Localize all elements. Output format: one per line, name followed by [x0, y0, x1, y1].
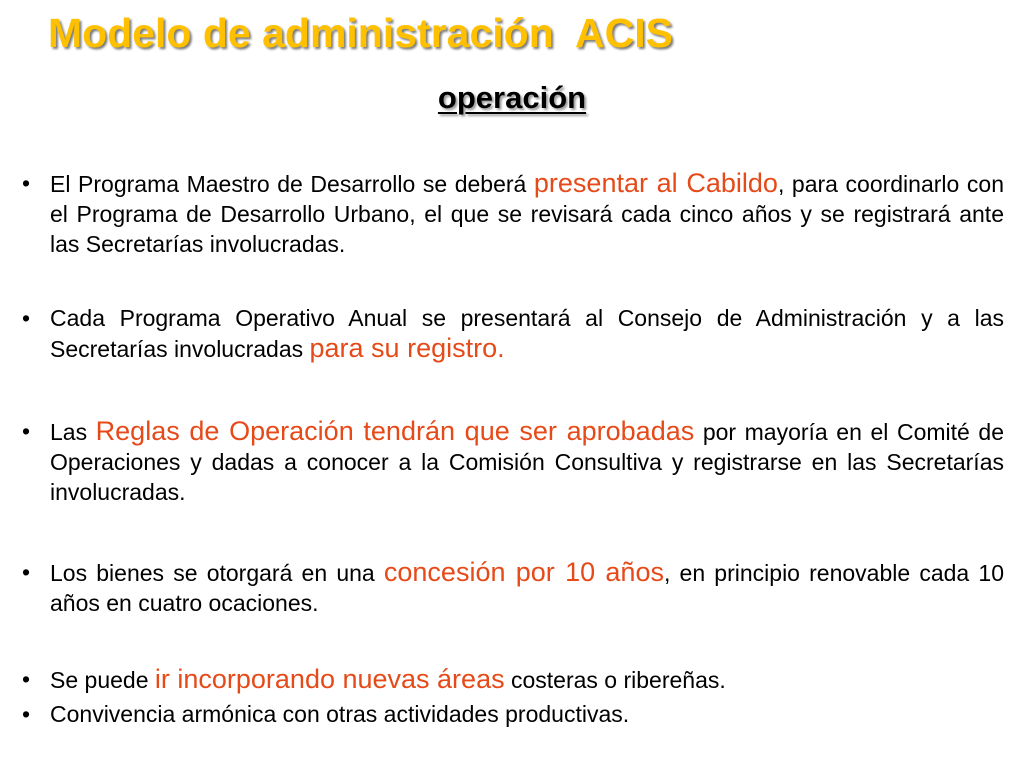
bullet-text: costeras o ribereñas. — [504, 667, 726, 693]
bullet-highlight: concesión por 10 años — [383, 557, 664, 587]
bullet-item — [22, 168, 1004, 259]
bullet-marker: • — [22, 701, 31, 727]
bullet-highlight: para su registro. — [309, 333, 505, 363]
bullet-item — [22, 664, 1004, 695]
bullet-item — [22, 557, 1004, 618]
bullet-highlight: presentar al Cabildo — [533, 168, 778, 198]
bullet-highlight: Reglas de Operación tendrán que ser aprobadas — [95, 416, 695, 446]
bullet-text: Las — [50, 419, 96, 445]
slide-subtitle: operación — [437, 80, 587, 115]
bullet-text: , en principio renovable cada 10 años en cuatro ocaciones. — [50, 560, 1004, 616]
bullet-marker: • — [22, 170, 31, 196]
slide-title: Modelo de administración ACIS — [48, 10, 673, 56]
bullet-text: Convivencia armónica con otras actividades productivas. — [50, 701, 630, 727]
bullet-marker: • — [22, 559, 31, 585]
bullet-text: El Programa Maestro de Desarrollo se deberá — [50, 171, 534, 197]
bullet-marker: • — [22, 666, 31, 692]
bullet-text: Se puede — [50, 667, 155, 693]
bullet-list — [22, 168, 1004, 729]
bullet-marker: • — [22, 305, 31, 331]
bullet-text: por mayoría en el Comité de Operaciones y dadas a conocer a la Comisión Consultiva y registrarse en las Secretarías involucradas. — [50, 419, 1004, 505]
bullet-item — [22, 416, 1004, 507]
bullet-item — [22, 699, 1004, 729]
bullet-text: , para coordinarlo con el Programa de Desarrollo Urbano, el que se revisará cada cinco años y se registrará ante las Secretarías involucradas. — [50, 171, 1004, 257]
bullet-item — [22, 303, 1004, 364]
bullet-highlight: ir incorporando nuevas áreas — [154, 664, 505, 694]
bullet-marker: • — [22, 418, 31, 444]
bullet-text: Cada Programa Operativo Anual se presentará al Consejo de Administración y a las Secretarías involucradas — [50, 305, 1004, 362]
bullet-text: Los bienes se otorgará en una — [50, 560, 384, 586]
